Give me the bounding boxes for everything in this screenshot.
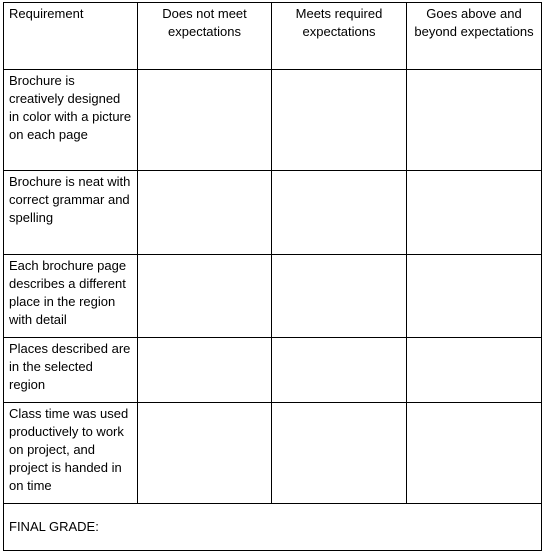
header-requirement: Requirement	[4, 3, 138, 70]
final-grade-row	[4, 504, 542, 551]
meets-cell	[272, 70, 407, 171]
table-row	[4, 70, 542, 171]
goes-above-cell	[407, 403, 542, 504]
header-does-not-meet: Does not meet expectations	[138, 3, 272, 70]
requirement-cell: Each brochure page describes a different place in the region with detail	[4, 255, 138, 338]
goes-above-cell	[407, 255, 542, 338]
header-row	[4, 3, 542, 70]
final-grade-label: FINAL GRADE:	[4, 504, 542, 551]
goes-above-cell	[407, 171, 542, 255]
goes-above-cell	[407, 338, 542, 403]
rubric-table	[3, 2, 542, 551]
header-meets: Meets required expectations	[272, 3, 407, 70]
does-not-meet-cell	[138, 403, 272, 504]
meets-cell	[272, 255, 407, 338]
requirement-cell: Brochure is neat with correct grammar and spelling	[4, 171, 138, 255]
table-row	[4, 338, 542, 403]
requirement-cell: Brochure is creatively designed in color with a picture on each page	[4, 70, 138, 171]
table-row	[4, 171, 542, 255]
goes-above-cell	[407, 70, 542, 171]
does-not-meet-cell	[138, 171, 272, 255]
does-not-meet-cell	[138, 255, 272, 338]
does-not-meet-cell	[138, 70, 272, 171]
does-not-meet-cell	[138, 338, 272, 403]
requirement-cell: Class time was used productively to work on project, and project is handed in on time	[4, 403, 138, 504]
meets-cell	[272, 338, 407, 403]
requirement-cell: Places described are in the selected region	[4, 338, 138, 403]
meets-cell	[272, 171, 407, 255]
meets-cell	[272, 403, 407, 504]
table-row	[4, 255, 542, 338]
header-goes-above: Goes above and beyond expectations	[407, 3, 542, 70]
table-row	[4, 403, 542, 504]
